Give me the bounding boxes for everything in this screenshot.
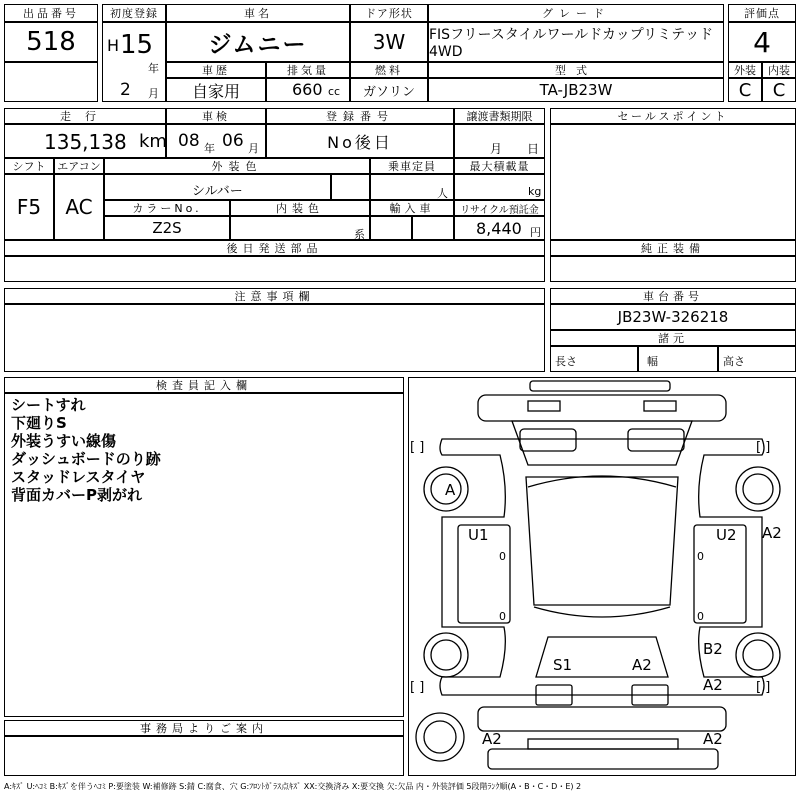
- capacity-unit: 人: [437, 187, 448, 200]
- ext-color-label: 外装色: [104, 158, 370, 174]
- bracket-right: [ ]: [756, 440, 771, 455]
- inspection-label: 車検: [166, 108, 266, 124]
- insp-month: 06: [222, 131, 244, 151]
- office-notice: [4, 736, 404, 776]
- inspector-note: 背面カバーP剥がれ: [11, 486, 142, 504]
- capacity-label: 乗車定員: [370, 158, 454, 174]
- displacement-unit: cc: [328, 85, 341, 98]
- damage-mark: A2: [632, 656, 652, 674]
- ext-grade-label: 外装: [728, 62, 762, 78]
- lot-no-label: 出品番号: [4, 4, 98, 22]
- ac-label: エアコン: [54, 158, 104, 174]
- office-label: 事務局よりご案内: [4, 720, 404, 736]
- damage-mark: A2: [762, 524, 782, 542]
- door-zero: 0: [499, 610, 506, 623]
- model-value: TA-JB23W: [539, 81, 613, 99]
- door-zero: 0: [499, 550, 506, 563]
- insp-year-unit: 年: [204, 142, 215, 155]
- chassis-label: 車台番号: [550, 288, 796, 304]
- mileage-unit: km: [139, 131, 167, 152]
- sales-point: [550, 124, 796, 240]
- dims-label: 諸元: [550, 330, 796, 346]
- door-value: 3W: [372, 30, 406, 54]
- shift-label: シフト: [4, 158, 54, 174]
- car-name: [166, 22, 350, 62]
- displacement-value: 660: [292, 80, 323, 99]
- fuel-value: ガソリン: [362, 84, 415, 100]
- damage-mark: A2: [703, 730, 723, 748]
- model-label: 型式: [428, 62, 724, 78]
- history-value: 自家用: [191, 81, 240, 101]
- int-color-unit: 系: [354, 228, 365, 241]
- score-value: 4: [753, 25, 771, 59]
- genuine-label: 純正装備: [550, 240, 796, 256]
- reg-year-unit: 年: [148, 62, 159, 75]
- fuel-label: 燃料: [350, 62, 428, 78]
- damage-mark: U1: [468, 526, 489, 544]
- inspector-note: シートすれ: [11, 396, 86, 414]
- door-label: ドア形状: [350, 4, 428, 22]
- import: [370, 216, 412, 240]
- mileage-label: 走行: [4, 108, 166, 124]
- car-name-label: 車名: [166, 4, 350, 22]
- first-reg-label: 初度登録: [102, 4, 166, 22]
- int-color-label: 内装色: [230, 200, 370, 216]
- genuine: [550, 256, 796, 282]
- dim-width-label: 幅: [647, 355, 658, 368]
- reg-year: 15: [120, 30, 154, 60]
- sales-point-label: セールスポイント: [550, 108, 796, 124]
- import-2: [412, 216, 454, 240]
- lot-no-value: 518: [26, 27, 76, 57]
- notice-label: 注意事項欄: [4, 288, 545, 304]
- damage-mark: A2: [703, 676, 723, 694]
- damage-mark: B2: [703, 640, 723, 658]
- damage-mark: A2: [482, 730, 502, 748]
- dim-height-label: 高さ: [723, 355, 745, 368]
- bracket-left: [ ]: [410, 440, 425, 455]
- history: [166, 78, 266, 102]
- shift-value: F5: [16, 195, 42, 219]
- transfer-day: 日: [527, 142, 540, 156]
- grade-value: FISフリースタイルワールドカップリミテッド 4WD: [429, 27, 714, 60]
- damage-mark: S1: [553, 656, 573, 674]
- inspector-note: 外装うすい線傷: [11, 432, 117, 450]
- damage-mark: U2: [716, 526, 737, 544]
- lot-no: [4, 22, 98, 62]
- recycle-label: リサイクル預託金: [454, 200, 545, 216]
- ext-color-extra: [330, 174, 370, 200]
- inspector-note: ダッシュボードのり跡: [11, 450, 161, 468]
- load-unit: kg: [528, 185, 542, 198]
- grade-label: グレード: [428, 4, 724, 22]
- bracket-right-lower: [ ]: [756, 680, 771, 695]
- bracket-left-lower: [ ]: [410, 680, 425, 695]
- transfer-month: 月: [490, 142, 503, 156]
- ext-color-value: シルバー: [192, 184, 243, 199]
- displacement-label: 排気量: [266, 62, 350, 78]
- era: H: [107, 36, 120, 55]
- reg-month-unit: 月: [148, 87, 159, 100]
- insp-year: 08: [178, 131, 200, 151]
- legend: A:ｷｽﾞ U:ﾍｺﾐ B:ｷｽﾞを伴うﾍｺﾐ P:要塗装 W:補修跡 S:錆 C:腐食、穴 G:ﾌﾛﾝﾄｶﾞﾗｽ点ｷｽﾞ XX:交換済み X:要交換 欠:欠品 内・外装評価 5段階ﾗﾝｸ順(A・B・C・D・E) 2: [4, 782, 582, 791]
- insp-month-unit: 月: [248, 142, 259, 155]
- int-grade-label: 内装: [762, 62, 796, 78]
- inspector-note: 下廻りS: [11, 414, 67, 432]
- notice: [4, 304, 545, 372]
- reg-no-value: No後日: [327, 132, 393, 152]
- recycle-unit: 円: [530, 226, 541, 239]
- chassis: [550, 304, 796, 330]
- color-no-label: カラーNo.: [104, 200, 230, 216]
- damage-mark: A: [445, 481, 456, 499]
- door-zero: 0: [697, 550, 704, 563]
- later-parts: [4, 256, 545, 282]
- recycle-value: 8,440: [476, 219, 522, 238]
- ac-value: AC: [65, 195, 93, 219]
- shift: [4, 174, 54, 240]
- lot-no-blank: [4, 62, 98, 102]
- color-no: [104, 216, 230, 240]
- later-parts-label: 後日発送部品: [4, 240, 545, 256]
- color-no-value: Z2S: [152, 219, 182, 237]
- inspector-notes: [4, 393, 404, 717]
- car-damage-diagram: [408, 377, 796, 776]
- int-grade-value: C: [772, 79, 786, 101]
- inspector-note: スタッドレスタイヤ: [11, 468, 146, 486]
- door-zero: 0: [697, 610, 704, 623]
- model: [428, 78, 724, 102]
- history-label: 車歴: [166, 62, 266, 78]
- reg-no: [266, 124, 454, 158]
- ext-grade: [728, 78, 762, 102]
- door: [350, 22, 428, 62]
- score: [728, 22, 796, 62]
- int-grade: [762, 78, 796, 102]
- mileage-value: 135,138: [44, 130, 127, 154]
- reg-no-label: 登録番号: [266, 108, 454, 124]
- car-name-value: ジムニー: [208, 31, 308, 58]
- load-label: 最大積載量: [454, 158, 545, 174]
- reg-month: 2: [120, 80, 131, 100]
- int-color: [230, 216, 370, 240]
- score-label: 評価点: [728, 4, 796, 22]
- dim-length-label: 長さ: [555, 355, 577, 368]
- chassis-value: JB23W-326218: [617, 308, 729, 326]
- fuel: [350, 78, 428, 102]
- grade: [428, 22, 724, 62]
- ac: [54, 174, 104, 240]
- ext-grade-value: C: [738, 79, 752, 101]
- inspector-label: 検査員記入欄: [4, 377, 404, 393]
- import-label: 輸入車: [370, 200, 454, 216]
- transfer-label: 譲渡書類期限: [454, 108, 545, 124]
